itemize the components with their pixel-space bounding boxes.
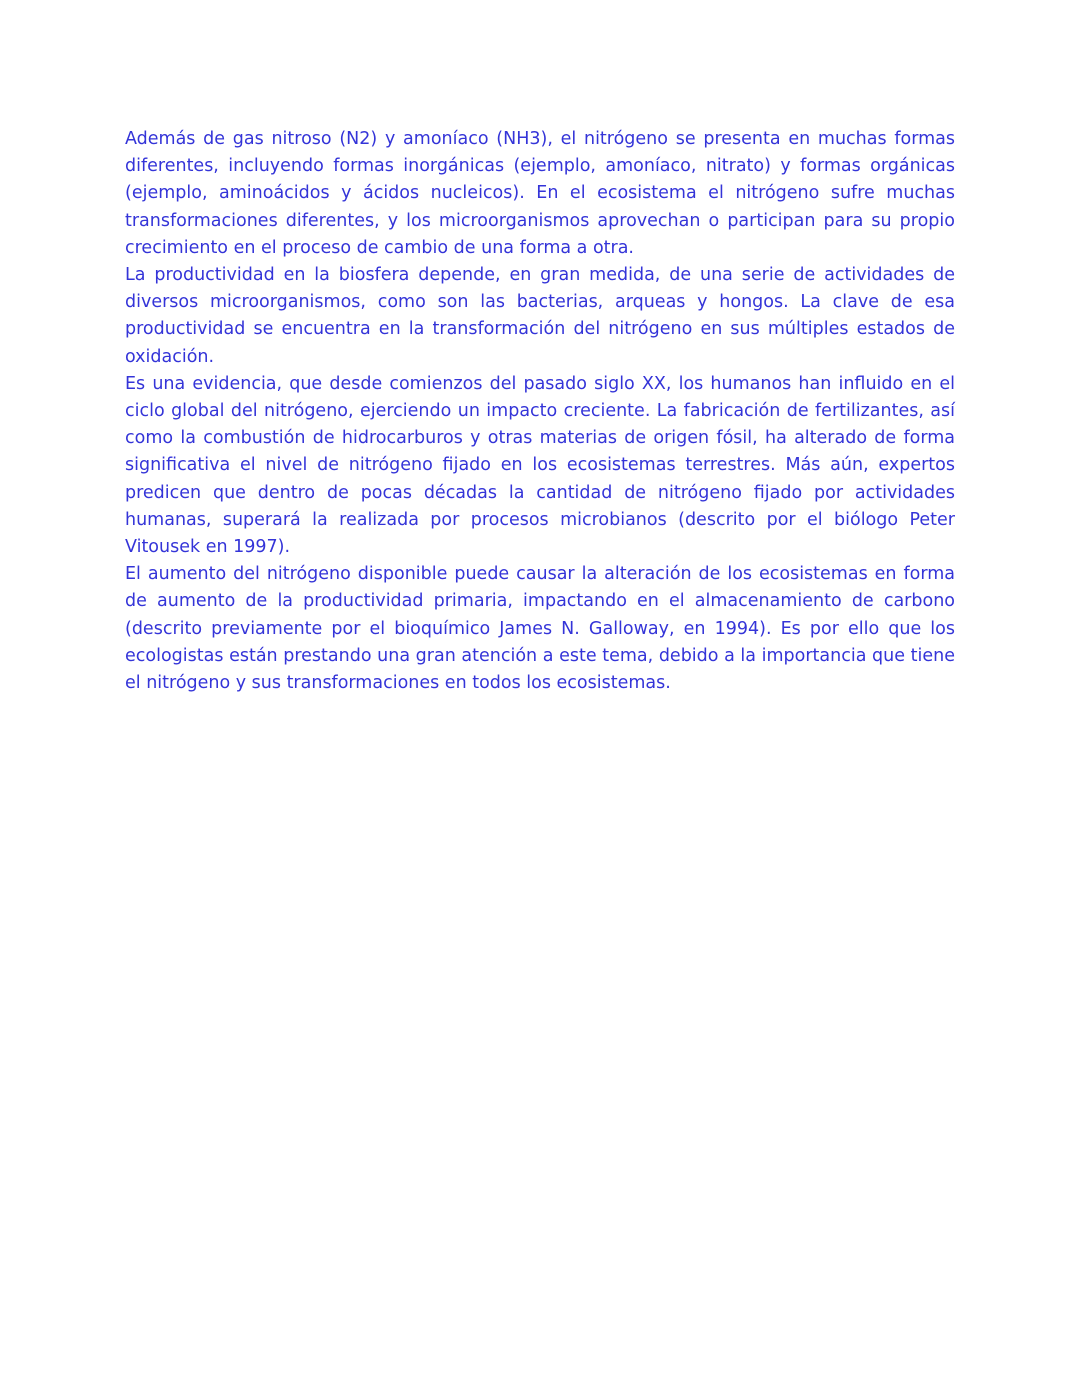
document-body (125, 126, 955, 697)
paragraph-nitrogen-forms: Además de gas nitroso (N2) y amoníaco (NH3), el nitrógeno se presenta en muchas formas diferentes, incluyendo formas inorgánicas (ejemplo, amoníaco, nitrato) y formas orgánicas (ejemplo, aminoácidos y ácidos nucleicos). En el ecosistema el nitrógeno sufre muchas transformaciones diferentes, y los microorganismos aprovechan o participan para su propio crecimiento en el proceso de cambio de una forma a otra. (125, 129, 955, 258)
paragraph-biosphere-productivity: La productividad en la biosfera depende, en gran medida, de una serie de actividades de diversos microorganismos, como son las bacterias, arqueas y hongos. La clave de esa productividad se encuentra en la transformación del nitrógeno en sus múltiples estados de oxidación. (125, 265, 955, 367)
paragraph-human-impact: Es una evidencia, que desde comienzos del pasado siglo XX, los humanos han influido en el ciclo global del nitrógeno, ejerciendo un impacto creciente. La fabricación de fertilizantes, así como la combustión de hidrocarburos y otras materias de origen fósil, ha alterado de forma significativa el nivel de nitrógeno fijado en los ecosistemas terrestres. Más aún, expertos predicen que dentro de pocas décadas la cantidad de nitrógeno fijado por actividades humanas, superará la realizada por procesos microbianos (descrito por el biólogo Peter Vitousek en 1997). (125, 373, 955, 558)
paragraph-ecosystem-alteration: El aumento del nitrógeno disponible puede causar la alteración de los ecosistemas en forma de aumento de la productividad primaria, impactando en el almacenamiento de carbono (descrito previamente por el bioquímico James N. Galloway, en 1994). Es por ello que los ecologistas están prestando una gran atención a este tema, debido a la importancia que tiene el nitrógeno y sus transformaciones en todos los ecosistemas. (125, 564, 955, 694)
